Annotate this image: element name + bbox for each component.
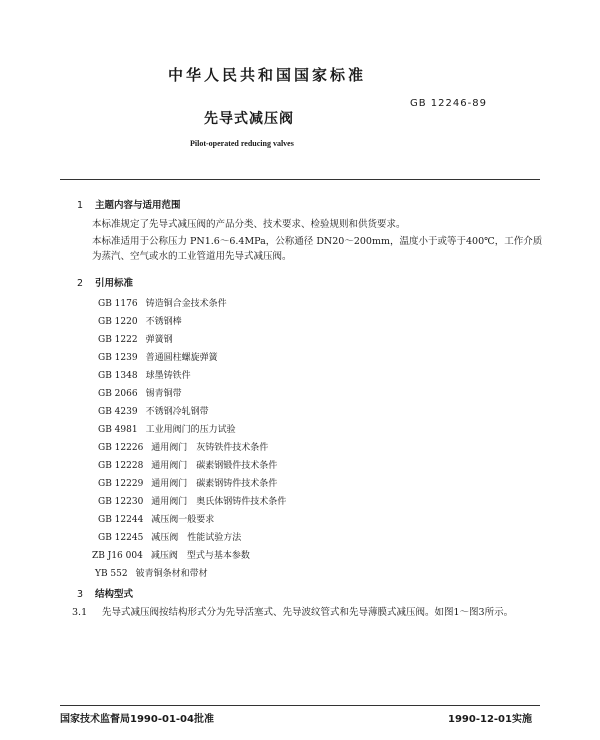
reference-row bbox=[98, 512, 214, 525]
section-2-number: 2 bbox=[77, 278, 84, 289]
clause-text: 先导式减压阀按结构形式分为先导活塞式、先导波纹管式和先导薄膜式减压阀。如图1～图3所示。 bbox=[102, 607, 514, 618]
reference-code: GB 12226 bbox=[98, 443, 144, 453]
reference-row bbox=[98, 422, 236, 435]
footer-divider bbox=[60, 705, 540, 706]
reference-title: 弹簧钢 bbox=[145, 335, 173, 345]
reference-title: 通用阀门 灰铸铁件技术条件 bbox=[151, 443, 269, 453]
national-standard-title: 中华人民共和国国家标准 bbox=[168, 66, 367, 84]
reference-code: GB 12245 bbox=[98, 533, 144, 543]
reference-code: GB 12230 bbox=[98, 497, 144, 507]
reference-row bbox=[95, 566, 208, 579]
section-2-title: 引用标准 bbox=[95, 278, 134, 289]
implementation-date: 1990-12-01实施 bbox=[448, 714, 532, 725]
reference-title: 通用阀门 奥氏体钢铸件技术条件 bbox=[151, 497, 287, 507]
reference-title: 不锈钢冷轧钢带 bbox=[145, 407, 209, 417]
section-3-title: 结构型式 bbox=[95, 589, 134, 600]
reference-row bbox=[98, 386, 182, 399]
reference-row bbox=[98, 458, 277, 471]
reference-code: GB 4239 bbox=[98, 407, 138, 417]
reference-title: 减压阀 型式与基本参数 bbox=[150, 551, 250, 561]
reference-code: GB 2066 bbox=[98, 389, 138, 399]
reference-title: 锡青铜带 bbox=[145, 389, 182, 399]
section-1-number: 1 bbox=[77, 200, 84, 211]
reference-row bbox=[98, 332, 173, 345]
reference-row bbox=[98, 494, 286, 507]
reference-code: GB 12229 bbox=[98, 479, 144, 489]
reference-code: ZB J16 004 bbox=[92, 551, 143, 561]
section-3-number: 3 bbox=[77, 589, 84, 600]
reference-title: 铍青铜条材和带材 bbox=[135, 569, 208, 579]
reference-row bbox=[98, 296, 227, 309]
reference-row bbox=[98, 350, 218, 363]
section-3-heading bbox=[77, 586, 133, 600]
reference-code: GB 12244 bbox=[98, 515, 144, 525]
reference-title: 球墨铸铁件 bbox=[145, 371, 191, 381]
reference-row bbox=[98, 404, 209, 417]
reference-code: GB 1176 bbox=[98, 299, 138, 309]
section-1-title: 主题内容与适用范围 bbox=[95, 200, 181, 211]
clause-3-1 bbox=[72, 604, 547, 618]
reference-row bbox=[98, 368, 191, 381]
header-divider bbox=[60, 179, 540, 180]
reference-title: 减压阀 性能试验方法 bbox=[151, 533, 242, 543]
reference-code: YB 552 bbox=[95, 569, 128, 579]
section-1-para-1: 本标准规定了先导式减压阀的产品分类、技术要求、检验规则和供货要求。 bbox=[92, 219, 406, 230]
document-subtitle: Pilot-operated reducing valves bbox=[190, 139, 294, 148]
reference-row bbox=[98, 314, 182, 327]
reference-title: 通用阀门 碳素钢铸件技术条件 bbox=[151, 479, 278, 489]
standard-code: GB 12246-89 bbox=[410, 98, 487, 109]
reference-row bbox=[98, 530, 241, 543]
reference-row bbox=[98, 440, 268, 453]
reference-code: GB 4981 bbox=[98, 425, 138, 435]
reference-code: GB 12228 bbox=[98, 461, 144, 471]
reference-code: GB 1222 bbox=[98, 335, 138, 345]
clause-number: 3.1 bbox=[72, 607, 88, 618]
document-title: 先导式减压阀 bbox=[204, 111, 294, 127]
reference-code: GB 1348 bbox=[98, 371, 138, 381]
reference-title: 铸造铜合金技术条件 bbox=[145, 299, 227, 309]
reference-title: 普通圆柱螺旋弹簧 bbox=[145, 353, 218, 363]
reference-row bbox=[92, 548, 250, 561]
reference-title: 减压阀一般要求 bbox=[151, 515, 215, 525]
reference-row bbox=[98, 476, 277, 489]
reference-title: 工业用阀门的压力试验 bbox=[145, 425, 236, 435]
section-1-para-2: 本标准适用于公称压力 PN1.6～6.4MPa，公称通径 DN20～200mm，温度小于或等于400℃，工作介质为蒸汽、空气或水的工业管道用先导式减压阀。 bbox=[92, 236, 543, 262]
section-1-heading bbox=[77, 197, 181, 211]
approval-date: 国家技术监督局1990-01-04批准 bbox=[60, 714, 214, 725]
reference-code: GB 1220 bbox=[98, 317, 138, 327]
reference-title: 不锈钢棒 bbox=[145, 317, 182, 327]
reference-code: GB 1239 bbox=[98, 353, 138, 363]
section-2-heading bbox=[77, 275, 133, 289]
reference-title: 通用阀门 碳素钢锻件技术条件 bbox=[151, 461, 278, 471]
